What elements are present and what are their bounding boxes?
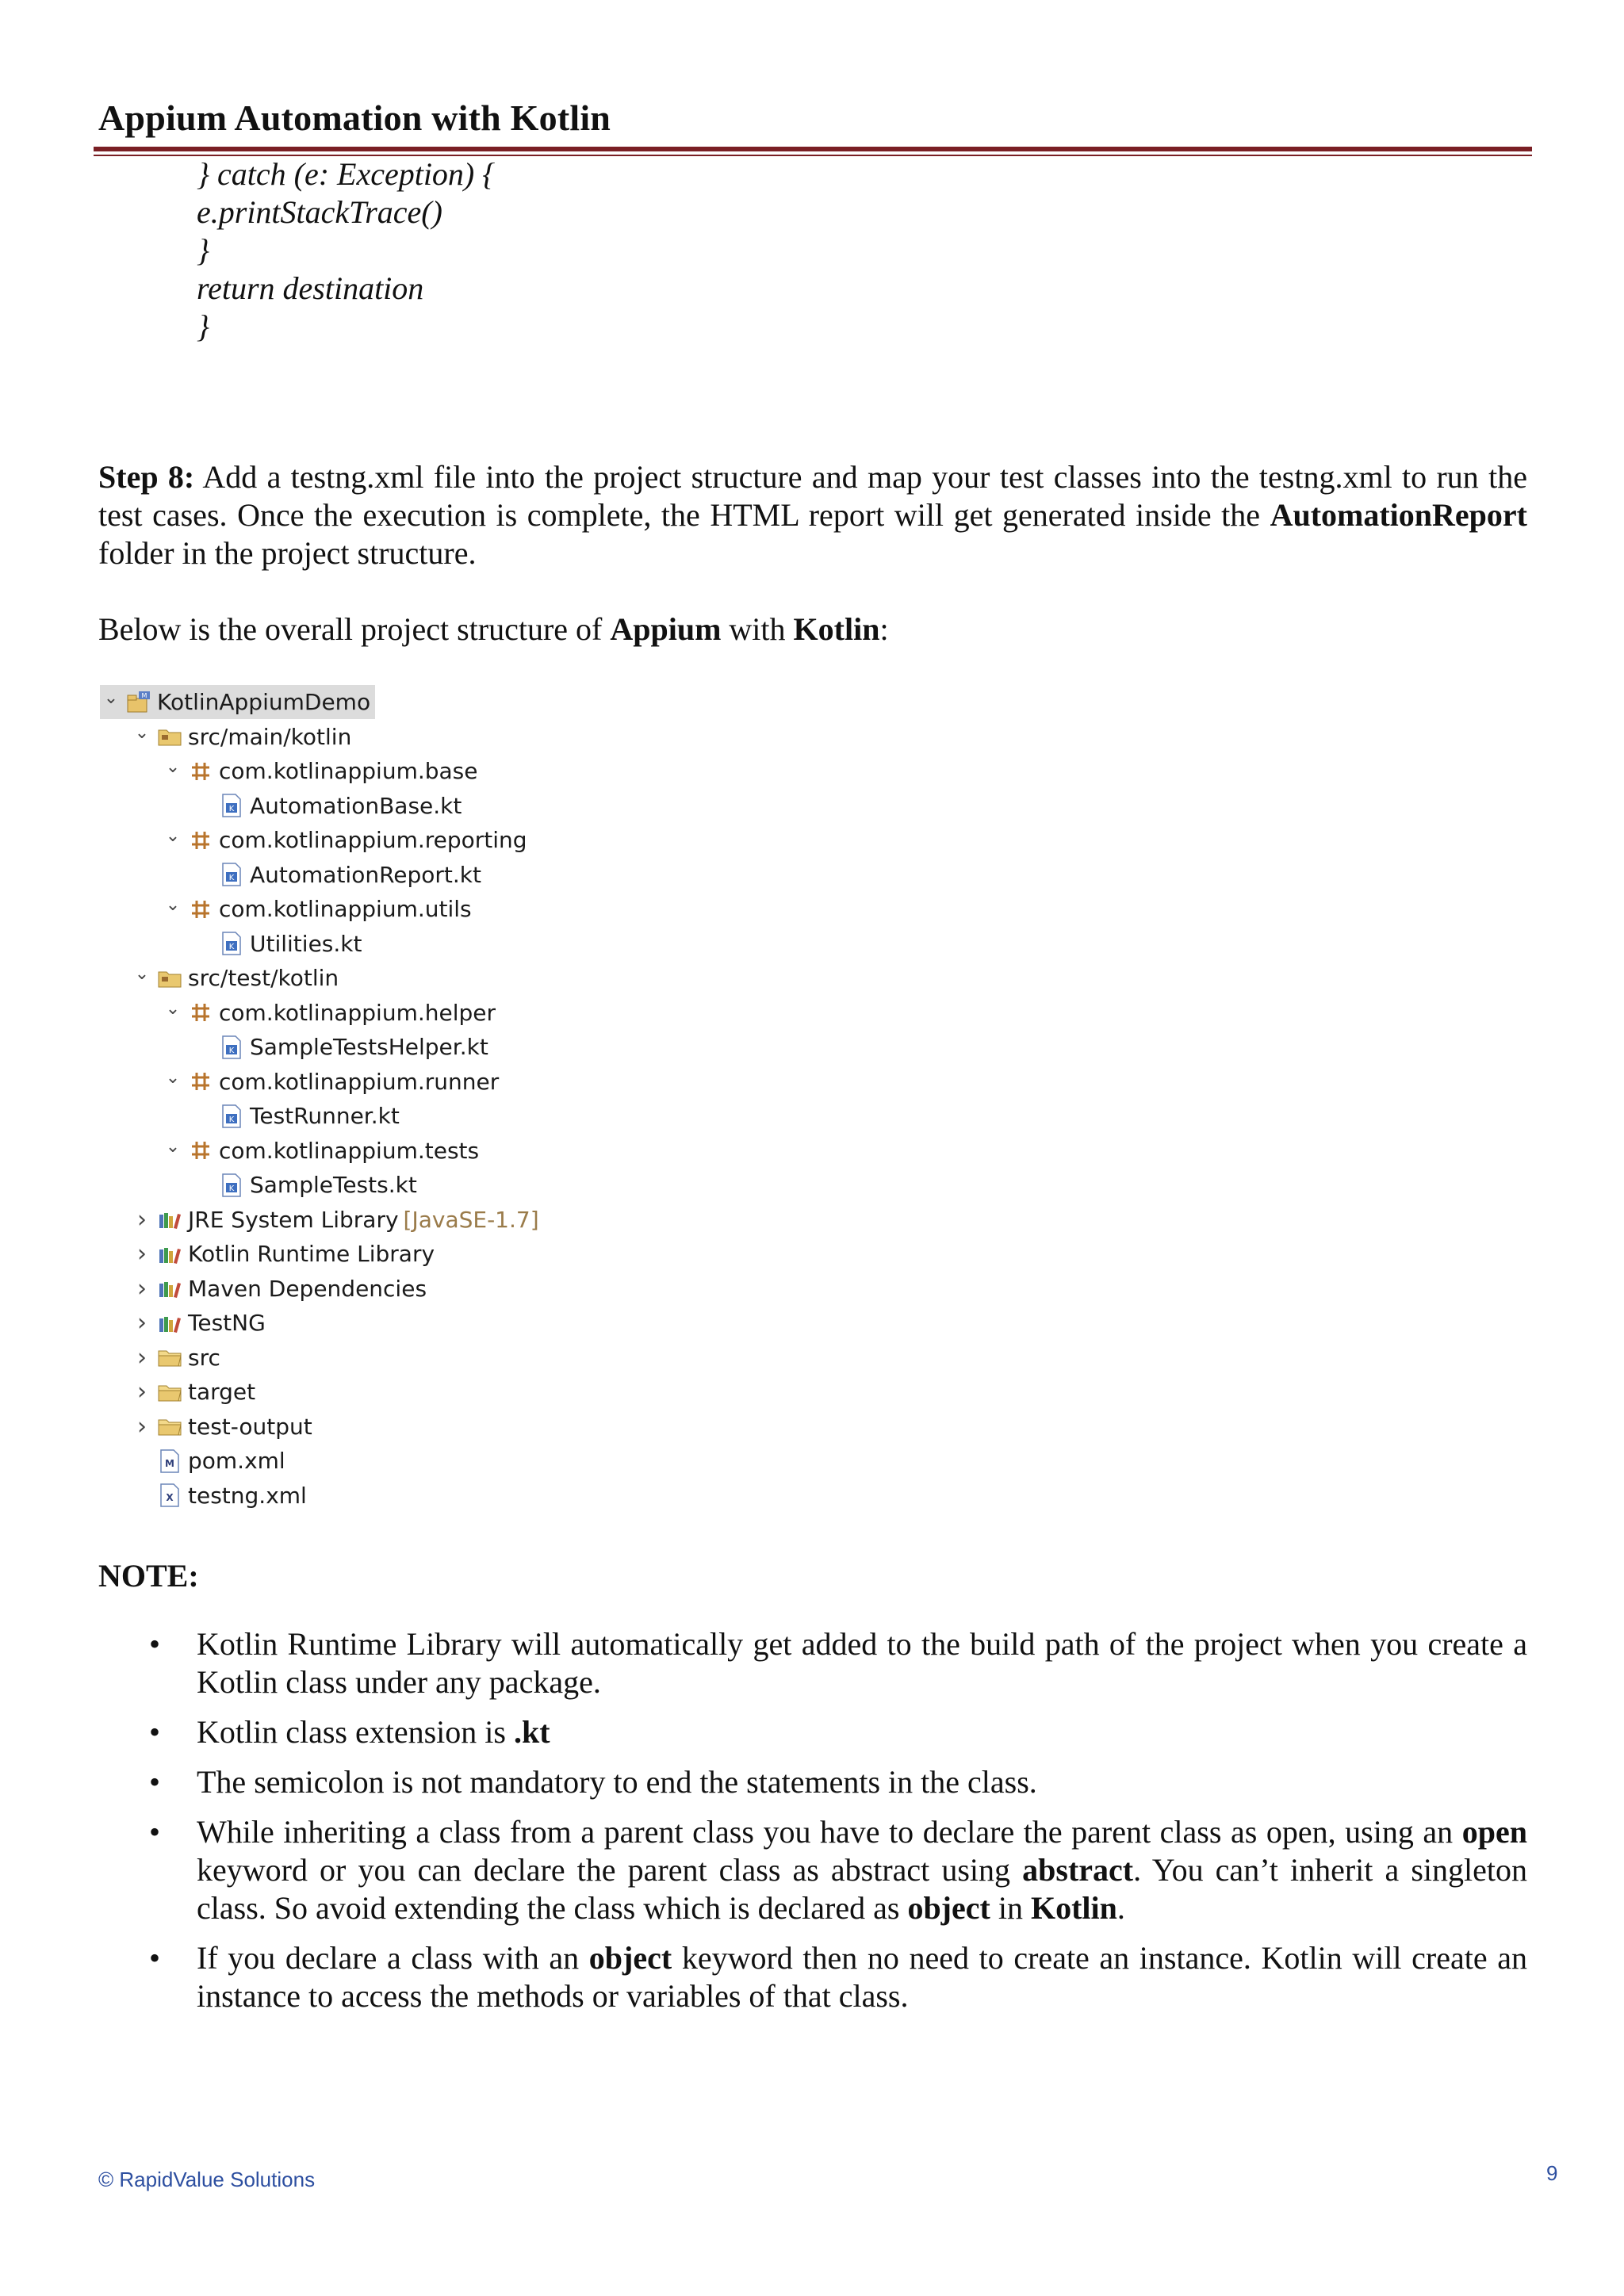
tree-item-label: test-output xyxy=(188,1413,312,1440)
overview-text: Below is the overall project structure of xyxy=(98,611,611,647)
tree-item-label: src/main/kotlin xyxy=(188,723,352,750)
expand-chevron-icon[interactable]: ⌄ xyxy=(165,1136,181,1157)
tree-item-label: AutomationBase.kt xyxy=(250,792,462,819)
tree-item[interactable] xyxy=(131,1306,266,1340)
footer-copyright: © RapidValue Solutions xyxy=(98,2168,316,2191)
tree-item-label: TestNG xyxy=(188,1310,266,1336)
svg-text:M: M xyxy=(141,691,147,699)
code-snippet xyxy=(197,155,495,346)
tree-item[interactable] xyxy=(162,754,477,788)
tree-indent-spacer xyxy=(131,1450,153,1472)
note-bullet-item xyxy=(98,1763,1527,1801)
tree-indent-spacer xyxy=(193,863,215,886)
tree-item[interactable] xyxy=(193,927,362,961)
tree-item[interactable] xyxy=(131,1410,312,1444)
tree-item-label: Kotlin Runtime Library xyxy=(188,1241,435,1267)
tree-item-label: src/test/kotlin xyxy=(188,965,339,991)
tree-item[interactable] xyxy=(131,1341,220,1375)
tree-item-suffix: [JavaSE-1.7] xyxy=(403,1206,539,1233)
package-icon xyxy=(187,1000,214,1025)
kotlin-file-icon xyxy=(218,931,245,956)
tree-item[interactable] xyxy=(162,892,472,926)
tree-item-label: KotlinAppiumDemo xyxy=(157,689,371,715)
step-8-paragraph xyxy=(98,458,1527,572)
bullet-text: The semicolon is not mandatory to end the statements in the class. xyxy=(197,1764,1037,1800)
tree-item-label: com.kotlinappium.helper xyxy=(219,999,496,1026)
svg-text:K: K xyxy=(228,943,235,951)
tree-item[interactable] xyxy=(131,720,351,754)
step-text: Add a testng.xml file into the project structure and map your test classes into the testng.xml to run the test cases. Once the execution is complete, the HTML report will get generated inside the xyxy=(98,459,1528,533)
bold-term: open xyxy=(1461,1814,1527,1850)
tree-item[interactable] xyxy=(100,685,375,719)
tree-item[interactable] xyxy=(131,1479,307,1513)
step-text: folder in the project structure. xyxy=(98,535,477,571)
library-icon xyxy=(156,1276,183,1301)
overview-text: with xyxy=(721,611,794,647)
expand-chevron-icon[interactable]: ⌄ xyxy=(165,757,181,777)
tree-item[interactable] xyxy=(162,1065,499,1099)
tree-item-label: target xyxy=(188,1379,256,1405)
bullet-text: Kotlin Runtime Library will automatically get added to the build path of the project when you create a Kotlin class under any package. xyxy=(197,1626,1527,1700)
expand-chevron-icon[interactable]: ⌄ xyxy=(134,722,150,743)
code-line: e.printStackTrace() xyxy=(197,194,442,230)
note-bullet-item xyxy=(98,1939,1527,2015)
tree-item-label: SampleTests.kt xyxy=(250,1172,417,1198)
tree-item[interactable] xyxy=(162,823,527,857)
code-line: } xyxy=(197,232,209,268)
bullet-icon: • xyxy=(149,1764,161,1800)
bold-term: object xyxy=(588,1940,672,1976)
svg-text:K: K xyxy=(228,1046,235,1055)
expand-chevron-icon[interactable]: ⌄ xyxy=(134,964,150,984)
svg-text:K: K xyxy=(228,1184,235,1193)
tree-indent-spacer xyxy=(193,1105,215,1127)
tree-item-label: AutomationReport.kt xyxy=(250,861,481,888)
bullet-icon: • xyxy=(149,1814,161,1850)
expand-chevron-icon[interactable]: ⌄ xyxy=(103,688,119,708)
code-line: } catch (e: Exception) { xyxy=(197,156,496,192)
tree-item-label: com.kotlinappium.tests xyxy=(219,1137,480,1164)
bold-term: object xyxy=(907,1890,990,1926)
tree-indent-spacer xyxy=(193,794,215,817)
package-icon xyxy=(187,1069,214,1094)
kotlin-file-icon xyxy=(218,862,245,887)
package-icon xyxy=(187,828,214,853)
kotlin-file-icon xyxy=(218,793,245,818)
xml-file-icon xyxy=(156,1483,183,1508)
folder-icon xyxy=(156,1345,183,1370)
collapse-chevron-icon[interactable]: › xyxy=(137,1378,147,1406)
source-folder-icon xyxy=(156,724,183,749)
kotlin-file-icon xyxy=(218,1035,245,1060)
bold-term: Appium xyxy=(610,611,722,647)
kotlin-file-icon xyxy=(218,1104,245,1129)
tree-item[interactable] xyxy=(131,961,339,995)
tree-item-label: testng.xml xyxy=(188,1482,307,1509)
tree-item[interactable] xyxy=(131,1444,285,1478)
tree-item-label: Utilities.kt xyxy=(250,930,362,957)
expand-chevron-icon[interactable]: ⌄ xyxy=(165,826,181,846)
expand-chevron-icon[interactable]: ⌄ xyxy=(165,895,181,915)
overview-paragraph xyxy=(98,610,1527,649)
kotlin-file-icon xyxy=(218,1173,245,1198)
collapse-chevron-icon[interactable]: › xyxy=(137,1343,147,1372)
tree-indent-spacer xyxy=(131,1484,153,1506)
bold-term: AutomationReport xyxy=(1270,497,1527,533)
tree-item-label: TestRunner.kt xyxy=(250,1103,400,1129)
svg-text:X: X xyxy=(166,1492,174,1503)
tree-item[interactable] xyxy=(131,1203,539,1237)
tree-item[interactable] xyxy=(131,1272,427,1306)
svg-text:K: K xyxy=(228,1115,235,1124)
library-icon xyxy=(156,1207,183,1232)
bullet-text: While inheriting a class from a parent class you have to declare the parent class as open, using an xyxy=(197,1814,1462,1850)
tree-item[interactable] xyxy=(193,1030,488,1064)
header-rule xyxy=(94,147,1532,151)
note-heading: NOTE: xyxy=(98,1558,199,1594)
bold-term: .kt xyxy=(513,1714,550,1750)
bold-term: Kotlin xyxy=(793,611,880,647)
tree-item-label: SampleTestsHelper.kt xyxy=(250,1034,488,1060)
bullet-icon: • xyxy=(149,1626,161,1662)
collapse-chevron-icon[interactable]: › xyxy=(137,1274,147,1303)
note-bullet-item xyxy=(98,1813,1527,1927)
tree-item[interactable] xyxy=(162,1134,479,1168)
expand-chevron-icon[interactable]: ⌄ xyxy=(165,998,181,1019)
bullet-icon: • xyxy=(149,1714,161,1750)
bullet-text: If you declare a class with an xyxy=(197,1940,589,1976)
tree-indent-spacer xyxy=(193,1036,215,1058)
library-icon xyxy=(156,1311,183,1336)
tree-item-label: com.kotlinappium.reporting xyxy=(219,827,527,853)
svg-text:M: M xyxy=(165,1457,174,1469)
library-icon xyxy=(156,1242,183,1267)
bold-term: abstract xyxy=(1022,1852,1134,1888)
svg-text:K: K xyxy=(228,874,235,882)
package-icon xyxy=(187,897,214,922)
tree-item[interactable] xyxy=(131,1237,435,1271)
tree-item-label: com.kotlinappium.utils xyxy=(219,896,472,922)
collapse-chevron-icon[interactable]: › xyxy=(137,1412,147,1441)
bullet-text: keyword then no need to create an instance. Kotlin will create an instance to access the methods or variables of that class. xyxy=(197,1940,1527,2014)
bullet-icon: • xyxy=(149,1940,161,1976)
maven-file-icon xyxy=(156,1448,183,1474)
bold-term: Kotlin xyxy=(1030,1890,1117,1926)
note-bullet-list xyxy=(98,1625,1527,2027)
collapse-chevron-icon[interactable]: › xyxy=(137,1205,147,1234)
collapse-chevron-icon[interactable]: › xyxy=(137,1240,147,1268)
bullet-text: Kotlin class extension is xyxy=(197,1714,514,1750)
project-explorer-tree xyxy=(98,685,542,1517)
folder-icon xyxy=(156,1414,183,1439)
tree-indent-spacer xyxy=(193,1174,215,1196)
tree-item[interactable] xyxy=(193,1099,400,1133)
note-bullet-item xyxy=(98,1625,1527,1701)
tree-item-label: pom.xml xyxy=(188,1448,285,1474)
tree-item[interactable] xyxy=(193,789,462,823)
folder-icon xyxy=(156,1380,183,1405)
source-folder-icon xyxy=(156,966,183,991)
bullet-text: . You can’t inherit a singleton class. So avoid extending the class which is declared as xyxy=(197,1852,1527,1926)
code-line: } xyxy=(197,308,209,344)
note-bullet-item xyxy=(98,1713,1527,1751)
bullet-text: . xyxy=(1116,1890,1125,1926)
page-number: 9 xyxy=(1546,2161,1558,2185)
tree-item[interactable] xyxy=(131,1375,255,1409)
collapse-chevron-icon[interactable]: › xyxy=(137,1309,147,1337)
tree-item-label: Maven Dependencies xyxy=(188,1275,427,1302)
tree-item[interactable] xyxy=(162,996,496,1030)
project-icon xyxy=(125,690,152,715)
tree-item-label: src xyxy=(188,1344,220,1371)
step-label: Step 8: xyxy=(98,459,195,495)
tree-item[interactable] xyxy=(193,1168,417,1202)
svg-text:K: K xyxy=(228,805,235,813)
tree-item[interactable] xyxy=(193,858,481,892)
overview-text: : xyxy=(879,611,889,647)
package-icon xyxy=(187,1138,214,1163)
code-line: return destination xyxy=(197,270,424,306)
tree-item-label: com.kotlinappium.runner xyxy=(219,1068,500,1095)
tree-indent-spacer xyxy=(193,932,215,955)
tree-item-label: com.kotlinappium.base xyxy=(219,758,478,784)
bullet-text: keyword or you can declare the parent class as abstract using xyxy=(197,1852,1023,1888)
package-icon xyxy=(187,759,214,784)
tree-item-label: JRE System Library xyxy=(188,1206,399,1233)
expand-chevron-icon[interactable]: ⌄ xyxy=(165,1067,181,1088)
bullet-text: in xyxy=(990,1890,1031,1926)
page-title: Appium Automation with Kotlin xyxy=(98,98,611,138)
